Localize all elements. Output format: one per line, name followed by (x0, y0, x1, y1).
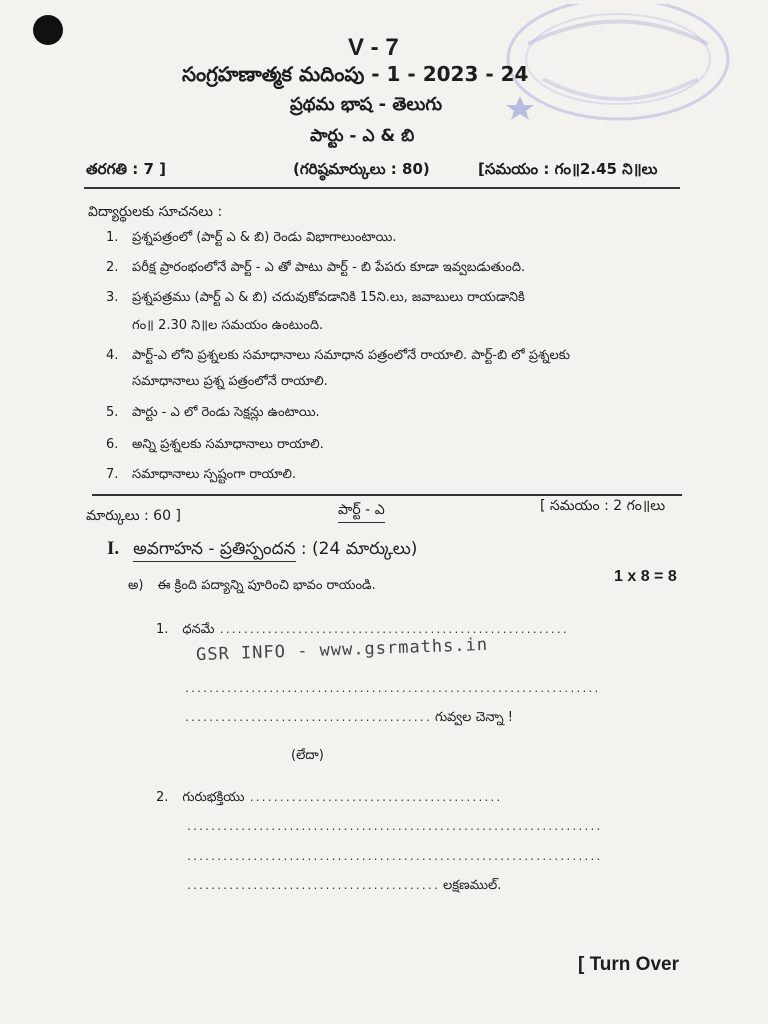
instruction-item: 2. పరీక్ష ప్రారంభంలోనే పార్ట్ - ఎ తో పాటు పార్ట్ - బి పేపరు కూడా ఇవ్వబడుతుంది. (106, 260, 526, 275)
sub-question: అ) ఈ క్రింది పద్యాన్ని పూరించి భావం రాయండి. (128, 578, 376, 593)
instructions-divider (92, 494, 682, 496)
exam-time: [సమయం : గం॥2.45 ని॥లు (478, 160, 658, 178)
or-label: (లేదా) (291, 748, 324, 763)
header-divider (84, 187, 680, 189)
question-heading: I. అవగాహన - ప్రతిస్పందన : (24 మార్కులు) (107, 538, 417, 563)
class-label: తరగతి : 7 ] (86, 160, 166, 178)
poem-1-start: 1. ధనమే .......................................................... (156, 622, 568, 637)
turn-over-label: [ Turn Over (578, 954, 679, 975)
poem-2-end: .......................................... లక్షణముల్. (186, 878, 502, 893)
instruction-item: 6. అన్ని ప్రశ్నలకు సమాధానాలు రాయాలి. (106, 437, 324, 452)
exam-title: సంగ్రహణాత్మక మదింపు - 1 - 2023 - 24 (182, 62, 529, 86)
section-part: పార్ట్ - ఎ (338, 502, 385, 523)
instruction-item: 7. సమాధానాలు స్పష్టంగా రాయాలి. (106, 467, 297, 482)
poem-1-end: ......................................... గువ్వల చెన్నా ! (184, 710, 513, 725)
instruction-item: 5. పార్టు - ఎ లో రెండు సెక్షన్లు ఉంటాయి. (106, 405, 320, 420)
set-code: V - 7 (348, 34, 399, 61)
handwritten-note: GSR INFO - www.gsrmaths.in (195, 634, 489, 666)
instructions-heading: విద్యార్థులకు సూచనలు : (88, 204, 223, 220)
instruction-item: 1. ప్రశ్నపత్రంలో (పార్ట్ ఎ & బి) రెండు విభాగాలుంటాయి. (106, 230, 397, 245)
instruction-item-continued: గం॥ 2.30 ని॥ల సమయం ఉంటుంది. (132, 318, 324, 333)
blank-line: ..................................................................... (184, 684, 600, 695)
instruction-item: 4. పార్ట్-ఎ లోని ప్రశ్నలకు సమాధానాలు సమాధాన పత్రంలోనే రాయాలి. పార్ట్-బి లో ప్రశ్నలకు (106, 348, 571, 363)
question-score: 1 x 8 = 8 (614, 568, 677, 585)
poem-2-start: 2. గురుభక్తియు .......................................... (156, 790, 502, 805)
blank-line: ..................................................................... (186, 822, 602, 833)
subject-title: ప్రథమ భాష - తెలుగు (290, 94, 443, 115)
max-marks: (గరిష్ఠమార్కులు : 80) (293, 160, 430, 178)
instruction-item: 3. ప్రశ్నపత్రము (పార్ట్ ఎ & బి) చదువుకోవడానికి 15ని.లు, జవాబులు రాయడానికి (106, 290, 525, 305)
blank-line: ..................................................................... (186, 852, 602, 863)
section-time: [ సమయం : 2 గం॥లు (540, 498, 666, 514)
punch-hole-dot (33, 15, 63, 45)
section-marks: మార్కులు : 60 ] (86, 508, 181, 524)
instruction-item-continued: సమాధానాలు ప్రశ్న పత్రంలోనే రాయాలి. (132, 374, 328, 389)
parts-title: పార్టు - ఎ & బి (310, 126, 415, 146)
